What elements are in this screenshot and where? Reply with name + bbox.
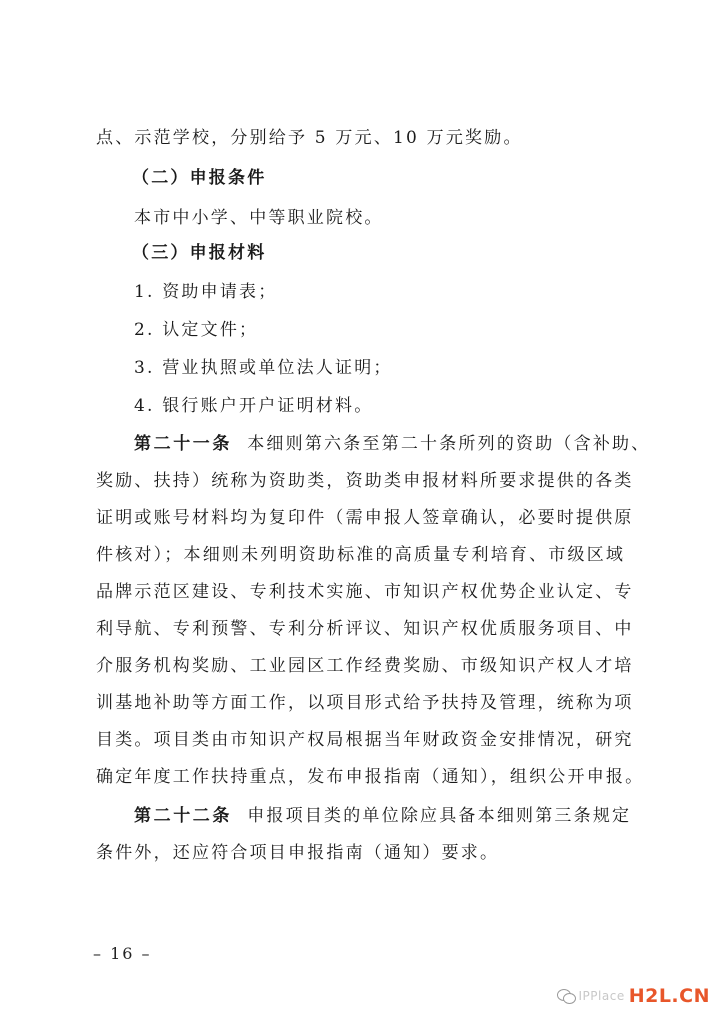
body-line: 利导航、专利预警、专利分析评议、知识产权优质服务项目、中 (96, 619, 634, 639)
article-21-text: 本细则第六条至第二十条所列的资助（含补助、 (247, 434, 651, 454)
watermark-logo: H2L.CN (628, 985, 710, 1007)
article-22-text: 申报项目类的单位除应具备本细则第三条规定 (247, 806, 632, 826)
body-line: 品牌示范区建设、专利技术实施、市知识产权优势企业认定、专 (96, 582, 634, 602)
page-number: – 16 – (93, 944, 152, 963)
body-line: 确定年度工作扶持重点，发布申报指南（通知），组织公开申报。 (96, 767, 645, 787)
body-line: 件核对）；本细则未列明资助标准的高质量专利培育、市级区域 (96, 545, 626, 565)
article-22-first-line (134, 806, 631, 826)
article-22-label: 第二十二条 (134, 806, 232, 826)
article-21-label: 第二十一条 (134, 434, 232, 454)
body-line: 训基地补助等方面工作，以项目形式给予扶持及管理，统称为项 (96, 693, 634, 713)
watermark (557, 984, 710, 1008)
article-21-first-line (134, 434, 650, 454)
list-item: 3. 营业执照或单位法人证明； (134, 358, 393, 378)
section-heading-conditions: （二）申报条件 (132, 168, 267, 188)
body-line: 介服务机构奖励、工业园区工作经费奖励、市级知识产权人才培 (96, 656, 634, 676)
body-line: 条件外，还应符合项目申报指南（通知）要求。 (96, 843, 500, 863)
body-line: 本市中小学、中等职业院校。 (134, 208, 384, 228)
body-line: 奖励、扶持）统称为资助类，资助类申报材料所要求提供的各类 (96, 471, 634, 491)
watermark-faint-text: IPPlace (578, 989, 625, 1003)
body-line: 证明或账号材料均为复印件（需申报人签章确认，必要时提供原 (96, 508, 634, 528)
section-heading-materials: （三）申报材料 (132, 243, 267, 263)
body-line: 目类。项目类由市知识产权局根据当年财政资金安排情况，研究 (96, 730, 634, 750)
list-item: 2. 认定文件； (134, 320, 259, 340)
list-item: 4. 银行账户开户证明材料。 (134, 396, 374, 416)
list-item: 1. 资助申请表； (134, 282, 278, 302)
body-line: 点、示范学校，分别给予 5 万元、10 万元奖励。 (96, 128, 523, 148)
wechat-icon (557, 989, 575, 1003)
